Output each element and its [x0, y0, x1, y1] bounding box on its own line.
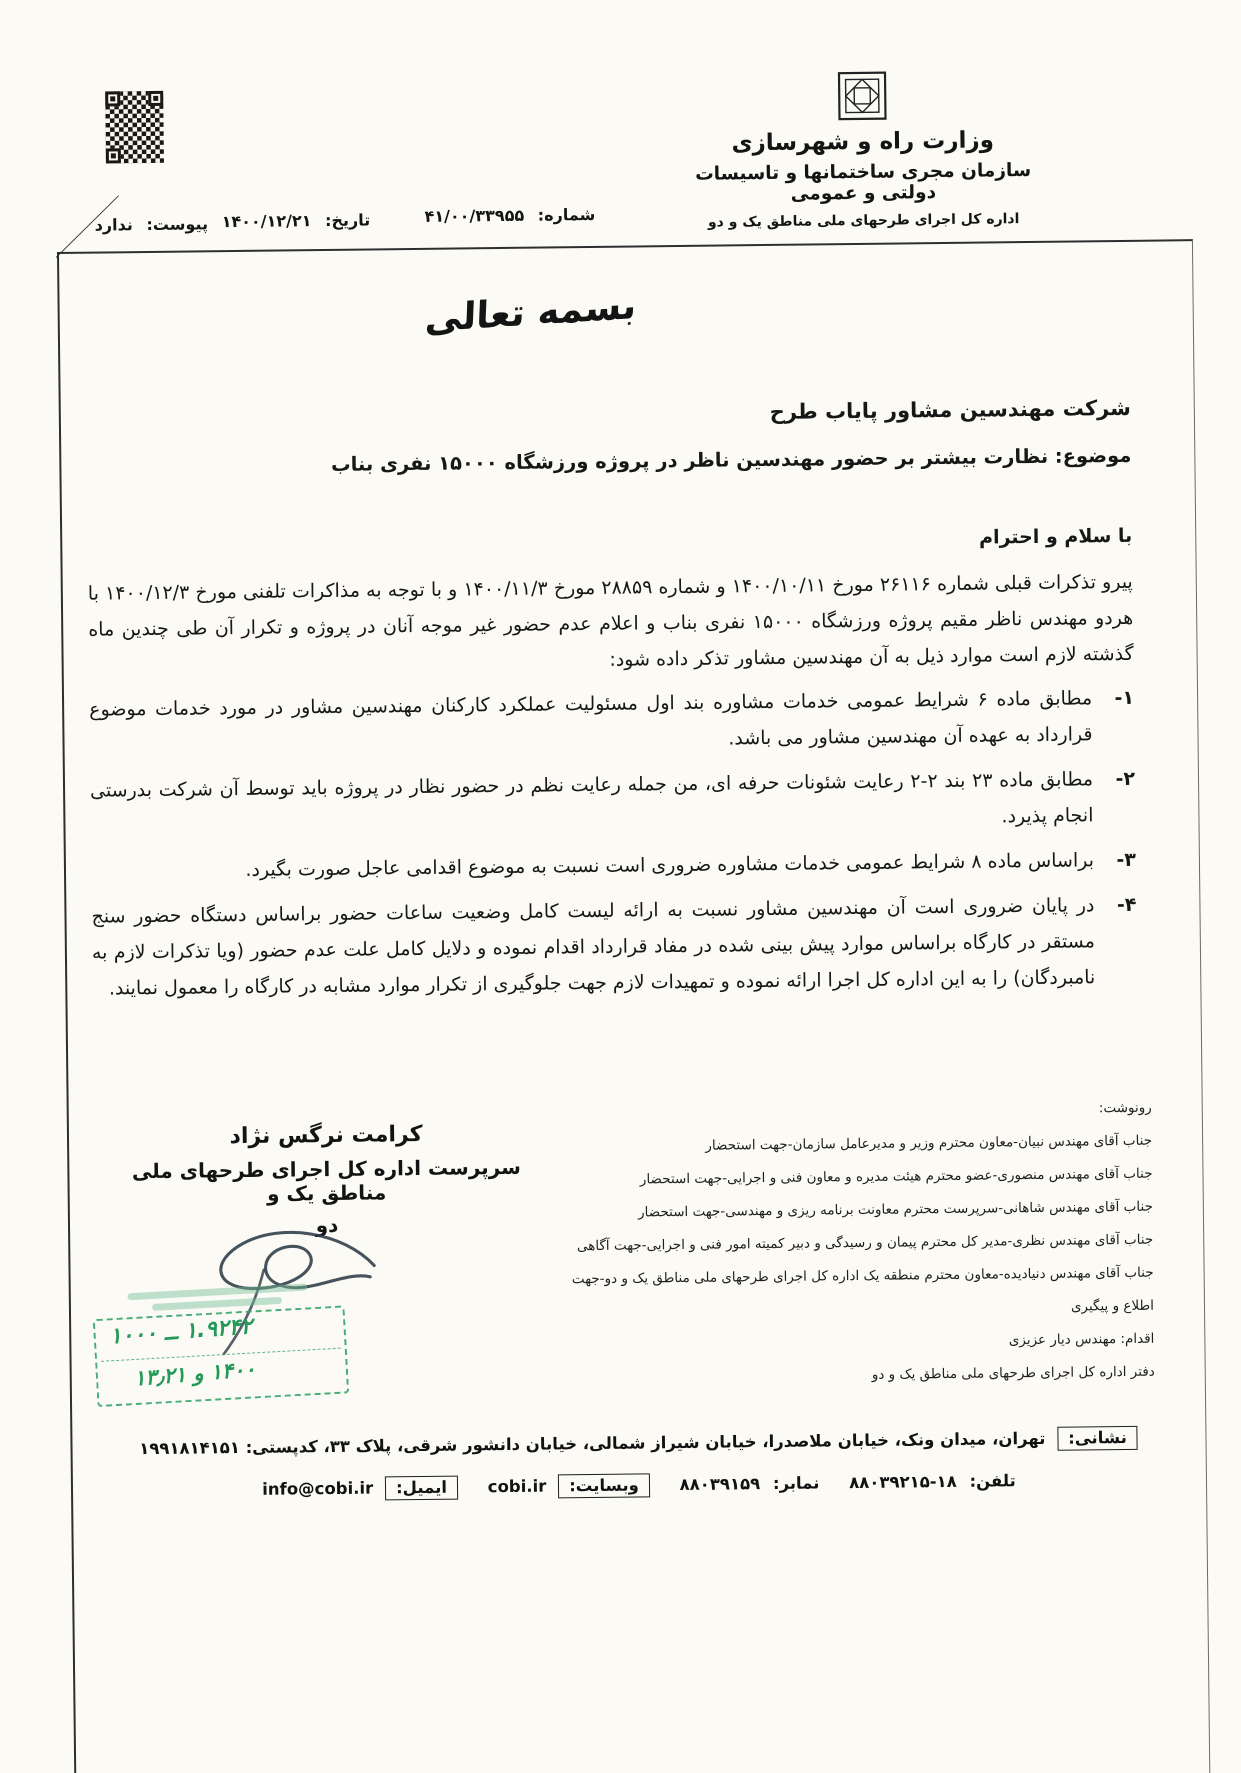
- cc-item: جناب آقای مهندس نظری-مدیر کل محترم پیمان و رسیدگی و دبیر کمیته امور فنی و اجرایی-جهت آگاهی: [576, 1231, 1154, 1255]
- item-text: مطابق ماده ۲۳ بند ۲-۲ رعایت شئونات حرفه ای، من جمله رعایت نظم در حضور نظار در پروژه باید توسط آن شرکت بدرستی انجام پذیرد.: [89, 768, 1094, 828]
- item-number: ۳-: [1116, 848, 1137, 872]
- item-text: در پایان ضروری است آن مهندسین مشاور نسبت به ارائه لیست کامل وضعیت ساعات حضور براساس دستگاه حضور سنج مستقر در کارگاه براساس موارد پیش بینی شده در مفاد قرارداد اقدام نموده و دلایل کامل علت عدم حضور (ویا تذکرات لازم به نامبردگان) را به این اداره کل اجرا ارائه نموده و تمهیدات لازم جهت جلوگیری از تکرار موارد مشابه در کارگاه را معمول نمایند.: [91, 894, 1096, 1000]
- signer-title-continued: دو: [315, 1212, 339, 1238]
- website-label: وبسایت:: [558, 1473, 650, 1498]
- item-number: ۴-: [1116, 893, 1137, 917]
- list-item: [91, 887, 1137, 1007]
- subject-line: موضوع: نظارت بیشتر بر حضور مهندسین ناظر در پروژه ورزشگاه ۱۵۰۰۰ نفری بناب: [330, 443, 1132, 476]
- organization-name: سازمان مجری ساختمانها و تاسیسات دولتی و عمومی: [695, 159, 1032, 205]
- fax-group: [679, 1473, 819, 1494]
- qr-finder-icon: [148, 91, 163, 106]
- recipient-name: شرکت مهندسین مشاور پایاب طرح: [769, 395, 1131, 424]
- letter-body: [86, 390, 1138, 1016]
- signer-name: کرامت نرگس نژاد: [229, 1121, 423, 1150]
- list-item: [89, 680, 1135, 764]
- signer-title: سرپرست اداره کل اجرای طرحهای ملی مناطق یک و: [131, 1154, 521, 1206]
- phone-label: تلفن:: [969, 1471, 1016, 1491]
- item-number: ۲-: [1115, 767, 1136, 791]
- letter-attachment: [95, 214, 209, 234]
- letter-number-label: شماره:: [537, 204, 596, 225]
- item-number: ۱-: [1114, 686, 1135, 710]
- email-label: ایمیل:: [385, 1476, 458, 1501]
- website-value: cobi.ir: [487, 1476, 547, 1497]
- salutation: با سلام و احترام: [978, 524, 1133, 549]
- registration-stamp: [91, 1279, 349, 1411]
- list-item: [91, 842, 1136, 890]
- attachment-label: پیوست:: [146, 214, 209, 235]
- letter-date-value: ۱۴۰۰/۱۲/۲۱: [221, 211, 312, 232]
- stamp-faint-print: [152, 1297, 282, 1311]
- cc-heading: رونوشت:: [1098, 1099, 1152, 1117]
- attachment-value: ندارد: [94, 215, 133, 235]
- email-value: info@cobi.ir: [262, 1478, 374, 1499]
- stamp-date-handwritten: ۱۴۰۰ و ۱۳٫۲۱: [133, 1356, 257, 1391]
- besmele-calligraphy: بسمه تعالی: [424, 283, 638, 341]
- item-text: براساس ماده ۸ شرایط عمومی خدمات مشاوره ضروری است نسبت به موضوع اقدامی عاجل صورت بگیرد.: [245, 849, 1095, 881]
- ministry-name: وزارت راه و شهرسازی: [731, 127, 995, 157]
- address-label: نشانی:: [1057, 1426, 1138, 1451]
- cc-action-item: اقدام: مهندس دیار عزیزی: [1008, 1330, 1155, 1349]
- qr-finder-icon: [106, 148, 121, 163]
- phone-group: [849, 1471, 1016, 1492]
- letter-number: [424, 205, 595, 226]
- intro-paragraph: پیرو تذکرات قبلی شماره ۲۶۱۱۶ مورخ ۱۴۰۰/۱۰/۱۱ و شماره ۲۸۸۵۹ مورخ ۱۴۰۰/۱۱/۳ و با توجه به مذاکرات تلفنی مورخ ۱۴۰۰/۱۲/۳ با هردو مهندس ناظر مقیم پروژه ورزشگاه ۱۵۰۰۰ نفری بناب و اعلام عدم حضور غیر موجه آنان در پروژه و تکرار آن طی چندین ماه گذشته لازم است موارد ذیل به آن مهندسین مشاور تذکر داده شود:: [87, 570, 1134, 671]
- cc-item: جناب آقای مهندس شاهانی-سرپرست محترم معاونت برنامه ریزی و مهندسی-جهت استحضار: [637, 1198, 1153, 1221]
- qr-finder-icon: [105, 91, 120, 106]
- item-text: مطابق ماده ۶ شرایط عمومی خدمات مشاوره بند اول مسئولیت عملکرد کارکنان مهندسین مشاور در مورد خدمات موضوع قرارداد به عهده آن مهندسین مشاور می باشد.: [89, 687, 1093, 750]
- phone-value: ۱۸-۸۸۰۳۹۲۱۵: [849, 1471, 957, 1493]
- qr-code: [105, 91, 164, 164]
- org-emblem-icon: [837, 71, 888, 122]
- website-group: [488, 1473, 650, 1499]
- cc-block: [564, 1092, 1155, 1396]
- letter-date: [222, 210, 371, 231]
- list-item: [90, 761, 1136, 845]
- address-value: تهران، میدان ونک، خیابان ملاصدرا، خیابان شیراز شمالی، خیابان دانشور شرقی، پلاک ۳۳، کدپستی: ۱۹۹۱۸۱۴۱۵۱: [139, 1428, 1046, 1459]
- stamp-number-handwritten: ۱.۹۲۴۲ ــ ۱۰۰۰: [108, 1314, 254, 1350]
- letter-date-label: تاریخ:: [324, 210, 371, 230]
- department-name: اداره کل اجرای طرحهای ملی مناطق یک و دو: [707, 211, 1020, 231]
- cc-office-item: دفتر اداره کل اجرای طرحهای ملی مناطق یک و دو: [871, 1363, 1155, 1383]
- fax-label: نمابر:: [772, 1473, 820, 1493]
- letterhead: [686, 69, 1040, 231]
- email-group: [262, 1476, 458, 1502]
- letter-number-value: ۴۱/۰۰/۳۳۹۵۵: [424, 205, 525, 226]
- fax-value: ۸۸۰۳۹۱۵۹: [679, 1474, 761, 1495]
- cc-item: جناب آقای مهندس دنیادیده-معاون محترم منطقه یک اداره کل اجرای طرحهای ملی مناطق یک و دو-جهت اطلاع و پیگیری: [571, 1264, 1155, 1315]
- cc-item: جناب آقای مهندس نبیان-معاون محترم وزیر و مدیرعامل سازمان-جهت استحضار: [705, 1132, 1153, 1154]
- cc-item: جناب آقای مهندس منصوری-عضو محترم هیئت مدیره و معاون فنی و اجرایی-جهت استحضار: [639, 1165, 1153, 1188]
